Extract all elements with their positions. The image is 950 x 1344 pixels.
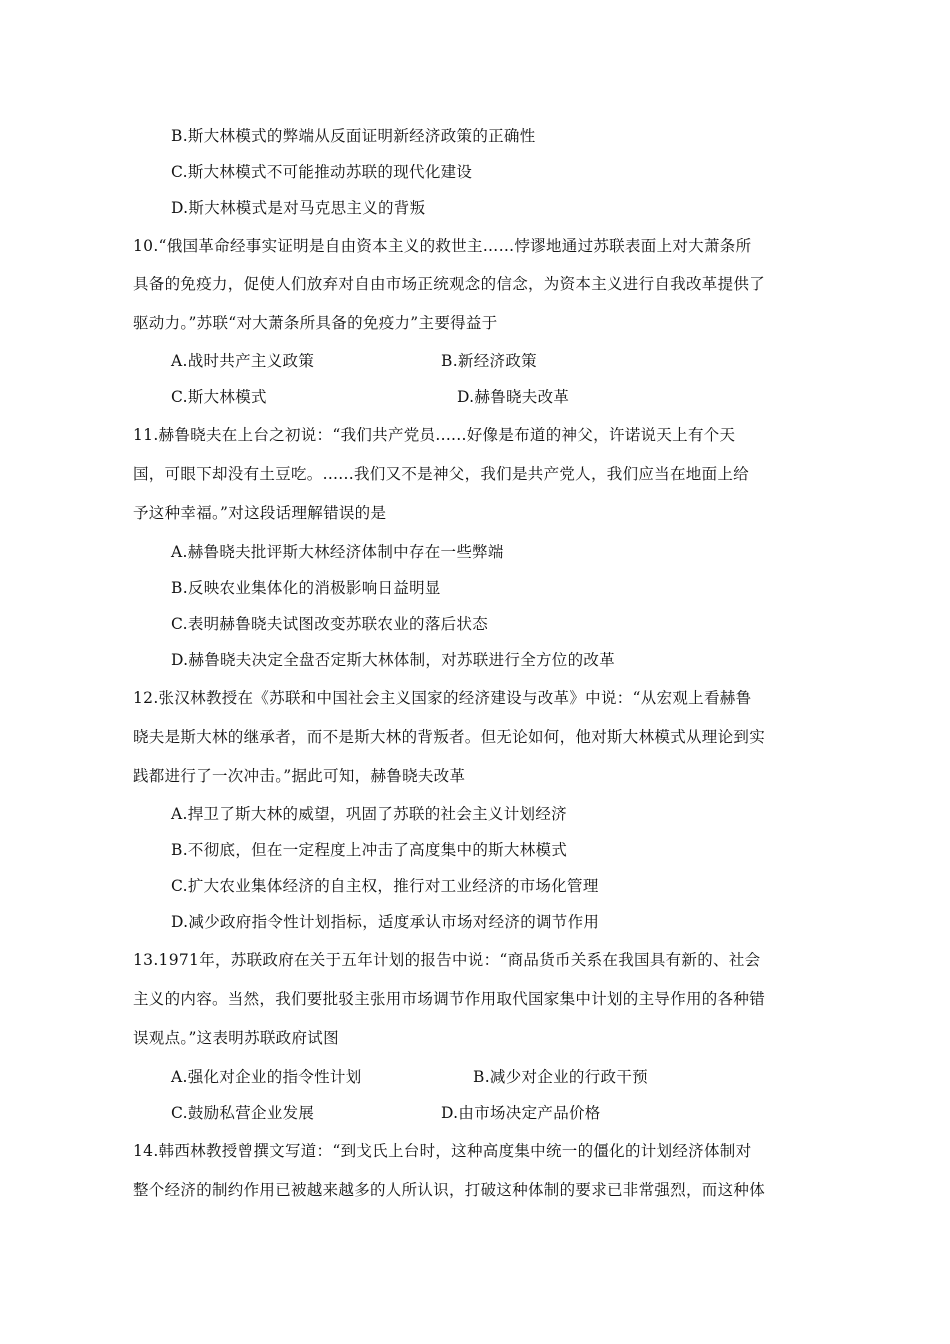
q13-stem-line-3: 误观点。”这表明苏联政府试图 bbox=[133, 1029, 339, 1047]
q12-option-b: B.不彻底，但在一定程度上冲击了高度集中的斯大林模式 bbox=[171, 841, 568, 859]
q12-stem-line-2: 晓夫是斯大林的继承者，而不是斯大林的背叛者。但无论如何，他对斯大林模式从理论到实 bbox=[133, 728, 766, 746]
q10-option-d: D.赫鲁晓夫改革 bbox=[457, 388, 570, 406]
q10-stem-line-1: 10.“俄国革命经事实证明是自由资本主义的救世主……悖谬地通过苏联表面上对大萧条所 bbox=[133, 237, 752, 255]
q12-option-c: C.扩大农业集体经济的自主权，推行对工业经济的市场化管理 bbox=[171, 877, 599, 895]
q11-option-d: D.赫鲁晓夫决定全盘否定斯大林体制，对苏联进行全方位的改革 bbox=[171, 651, 616, 669]
q13-option-b: B.减少对企业的行政干预 bbox=[473, 1068, 648, 1086]
q10-option-b: B.新经济政策 bbox=[441, 352, 537, 370]
q9-option-b: B.斯大林模式的弊端从反面证明新经济政策的正确性 bbox=[171, 127, 536, 145]
q10-option-a: A.战时共产主义政策 bbox=[171, 352, 315, 370]
q14-stem-line-1: 14.韩西林教授曾撰文写道：“到戈氏上台时，这种高度集中统一的僵化的计划经济体制对 bbox=[133, 1142, 752, 1160]
q10-stem-line-3: 驱动力。”苏联“对大萧条所具备的免疫力”主要得益于 bbox=[133, 314, 498, 332]
q9-option-d: D.斯大林模式是对马克思主义的背叛 bbox=[171, 199, 426, 217]
q11-stem-line-3: 予这种幸福。”对这段话理解错误的是 bbox=[133, 504, 387, 522]
q11-stem-line-2: 国，可眼下却没有土豆吃。......我们又不是神父，我们是共产党人，我们应当在地面上给 bbox=[133, 465, 749, 483]
q11-option-c: C.表明赫鲁晓夫试图改变苏联农业的落后状态 bbox=[171, 615, 489, 633]
q13-option-a: A.强化对企业的指令性计划 bbox=[171, 1068, 362, 1086]
q10-stem-line-2: 具备的免疫力，促使人们放弃对自由市场正统观念的信念，为资本主义进行自我改革提供了 bbox=[133, 275, 766, 293]
q11-stem-line-1: 11.赫鲁晓夫在上台之初说：“我们共产党员......好像是布道的神父，许诺说天上有个天 bbox=[133, 426, 736, 444]
q13-stem-line-1: 13.1971年，苏联政府在关于五年计划的报告中说：“商品货币关系在我国具有新的、社会 bbox=[133, 951, 761, 969]
q13-option-c: C.鼓励私营企业发展 bbox=[171, 1104, 315, 1122]
q12-stem-line-1: 12.张汉林教授在《苏联和中国社会主义国家的经济建设与改革》中说：“从宏观上看赫鲁 bbox=[133, 689, 752, 707]
q14-stem-line-2: 整个经济的制约作用已被越来越多的人所认识，打破这种体制的要求已非常强烈，而这种体 bbox=[133, 1181, 766, 1199]
q10-option-c: C.斯大林模式 bbox=[171, 388, 267, 406]
q13-stem-line-2: 主义的内容。当然，我们要批驳主张用市场调节作用取代国家集中计划的主导作用的各种错 bbox=[133, 990, 766, 1008]
q9-option-c: C.斯大林模式不可能推动苏联的现代化建设 bbox=[171, 163, 473, 181]
q11-option-b: B.反映农业集体化的消极影响日益明显 bbox=[171, 579, 441, 597]
q12-option-a: A.捍卫了斯大林的威望，巩固了苏联的社会主义计划经济 bbox=[171, 805, 567, 823]
q12-option-d: D.减少政府指令性计划指标，适度承认市场对经济的调节作用 bbox=[171, 913, 600, 931]
q11-option-a: A.赫鲁晓夫批评斯大林经济体制中存在一些弊端 bbox=[171, 543, 504, 561]
q12-stem-line-3: 践都进行了一次冲击。”据此可知，赫鲁晓夫改革 bbox=[133, 767, 466, 785]
q13-option-d: D.由市场决定产品价格 bbox=[441, 1104, 601, 1122]
